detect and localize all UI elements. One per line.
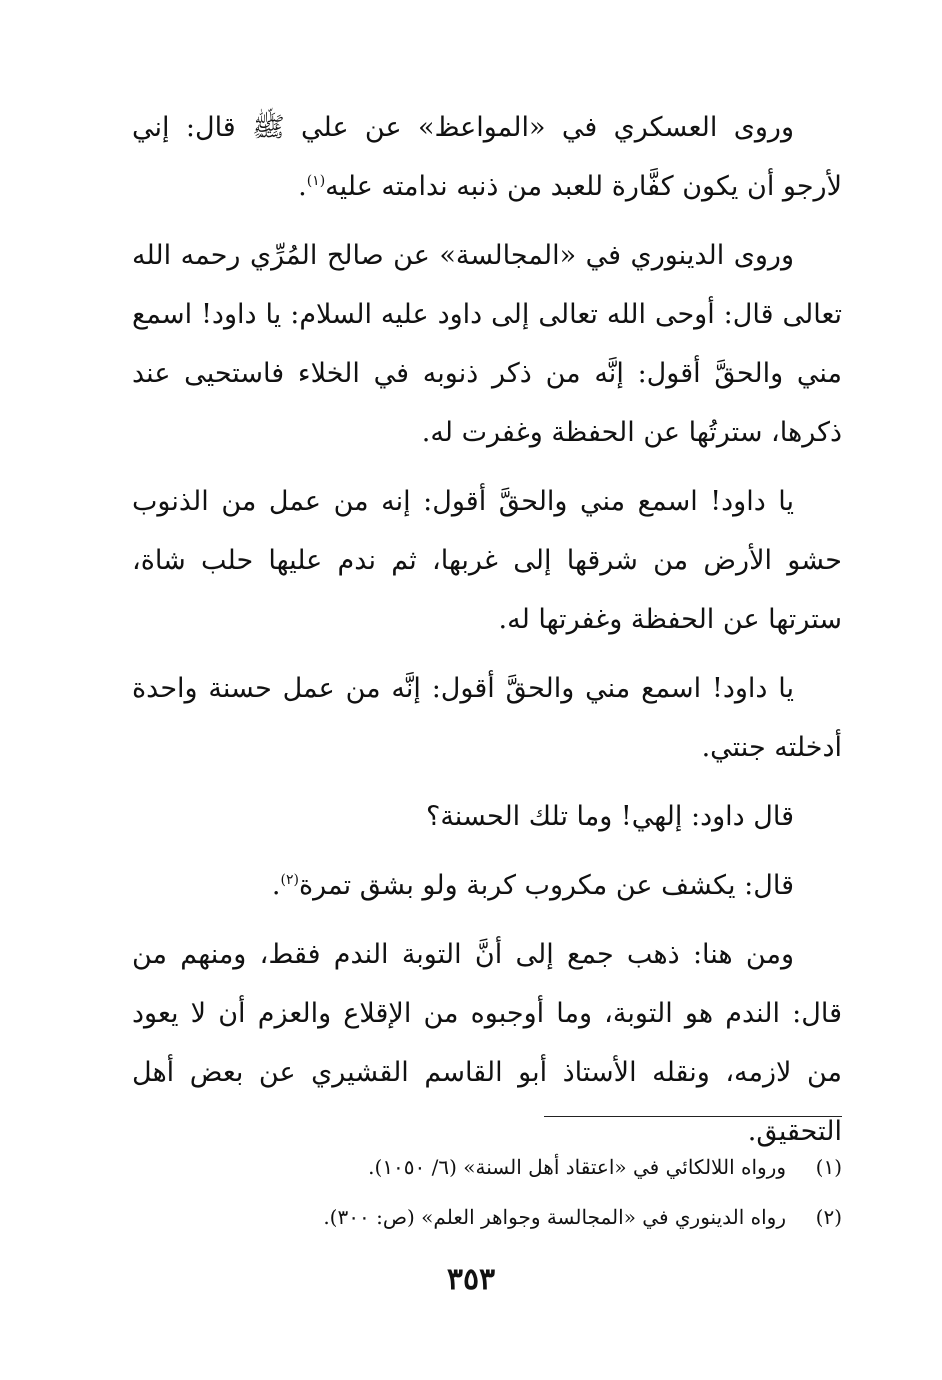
paragraph-5-text: قال داود: إلهي! وما تلك الحسنة؟ (425, 801, 794, 832)
paragraph-7-text: ومن هنا: ذهب جمع إلى أنَّ التوبة الندم فقط، ومنهم من قال: الندم هو التوبة، وما أوجبوه من الإقلاع والعزم أن لا يعود من لازمه، ونقله الأستاذ أبو القاسم القشيري عن بعض أهل التحقيق. (132, 939, 842, 1147)
footnote-number-2: (٢) (815, 1205, 842, 1229)
paragraph-2 (132, 226, 842, 462)
footnote-1 (200, 1142, 842, 1192)
paragraph-6-tail: . (271, 870, 281, 901)
main-text (132, 98, 842, 1171)
paragraph-1-text: وروى العسكري في «المواعظ» عن علي ﷺ قال: إني لأرجو أن يكون كفَّارة للعبد من ذنبه ندامته عليه (132, 112, 842, 202)
footnotes (200, 1142, 842, 1242)
footnote-number-1: (١) (815, 1155, 842, 1179)
paragraph-3-text: يا داود! اسمع مني والحقَّ أقول: إنه من عمل من الذنوب حشو الأرض من شرقها إلى غربها، ثم ندم عليها حلب شاة، سترتها عن الحفظة وغفرتها له. (132, 486, 842, 635)
paragraph-7 (132, 925, 842, 1161)
paragraph-2-text: وروى الدينوري في «المجالسة» عن صالح المُرِّي رحمه الله تعالى قال: أوحى الله تعالى إلى داود عليه السلام: يا داود! اسمع مني والحقَّ أقول: إنَّه من ذكر ذنوبه في الخلاء فاستحيى عند ذكرها، سترتُها عن الحفظة وغفرت له. (132, 240, 842, 448)
paragraph-4 (132, 659, 842, 777)
footnote-text-2: رواه الدينوري في «المجالسة وجواهر العلم» (ص: ٣٠٠). (323, 1205, 786, 1229)
footnote-ref-2: (٢) (280, 872, 299, 888)
paragraph-3 (132, 472, 842, 649)
footnote-text-1: ورواه اللالكائي في «اعتقاد أهل السنة» (٦/ ١٠٥٠). (368, 1155, 786, 1179)
page-number: ٣٥٣ (446, 1262, 496, 1297)
paragraph-1-tail: . (298, 171, 307, 202)
footnote-separator (544, 1116, 842, 1117)
footnote-2 (200, 1192, 842, 1242)
paragraph-5 (132, 787, 842, 846)
paragraph-6 (132, 856, 842, 915)
footnote-ref-1: (١) (306, 173, 326, 189)
paragraph-6-text: قال: يكشف عن مكروب كربة ولو بشق تمرة (298, 870, 794, 901)
paragraph-1 (132, 98, 842, 216)
paragraph-4-text: يا داود! اسمع مني والحقَّ أقول: إنَّه من عمل حسنة واحدة أدخلته جنتي. (132, 673, 842, 763)
